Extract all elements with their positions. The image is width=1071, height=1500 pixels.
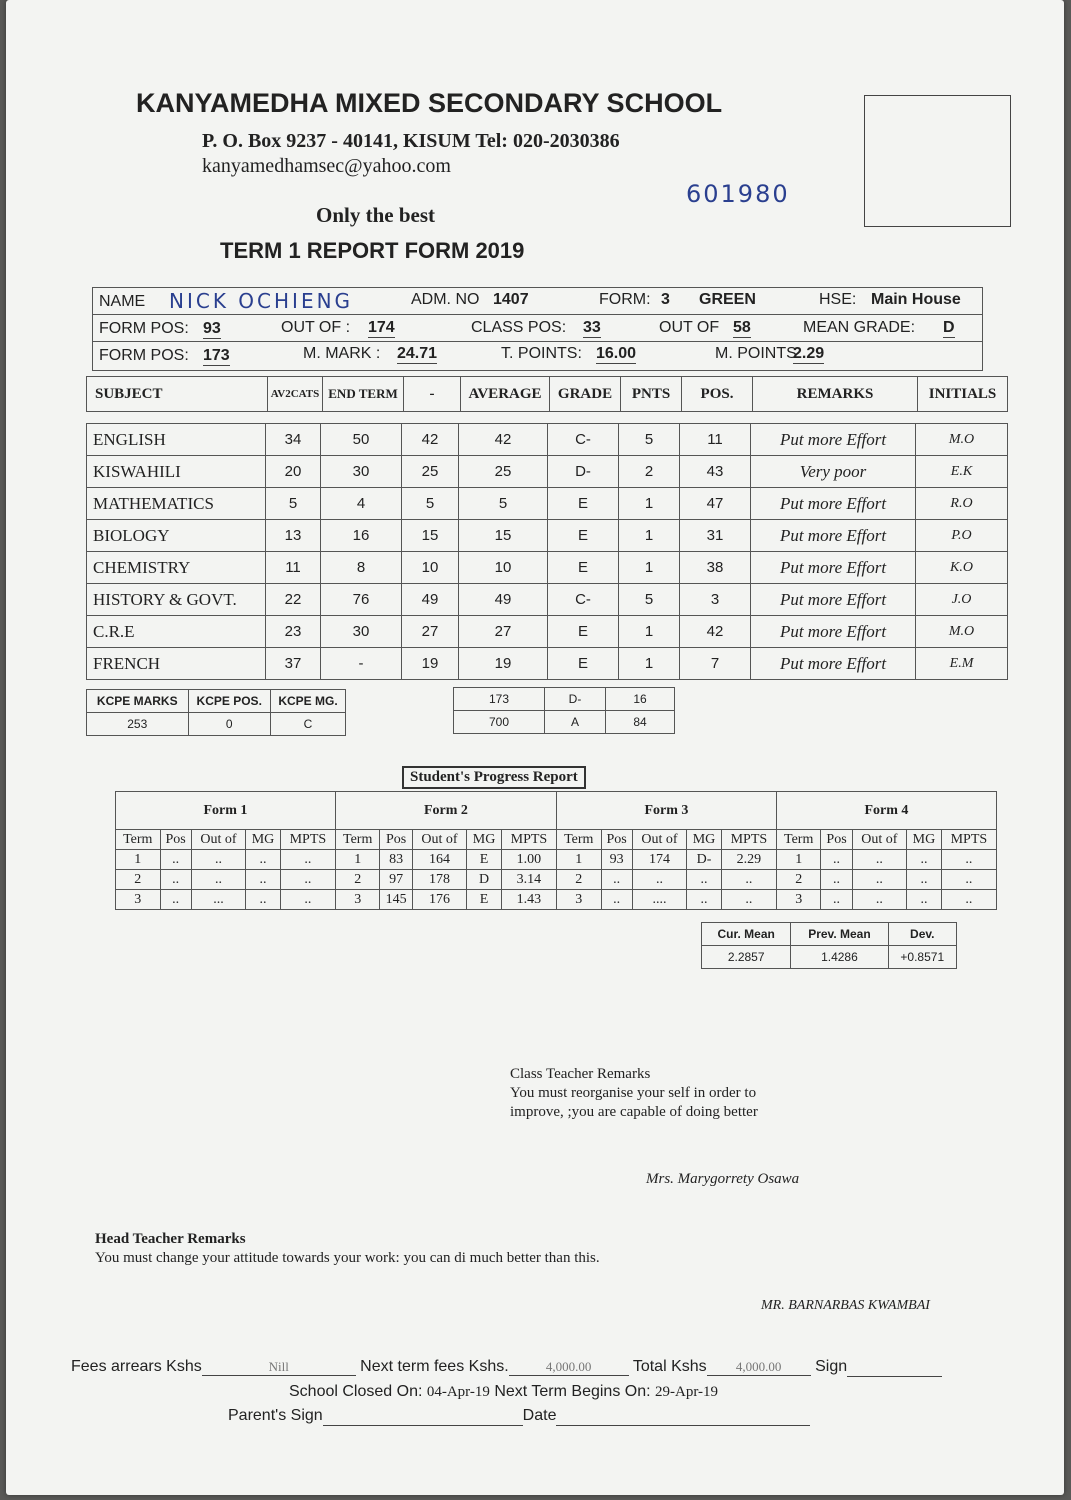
progress-cell: 174	[632, 850, 687, 870]
form-label: FORM:	[599, 291, 651, 308]
class-teacher-label: Class Teacher Remarks	[510, 1066, 651, 1082]
subject-row	[87, 552, 1008, 584]
header-initials: INITIALS	[918, 377, 1008, 412]
header-remarks: REMARKS	[753, 377, 918, 412]
m-points-value: 2.29	[793, 345, 825, 362]
subject-avg-cell: 25	[459, 456, 548, 488]
total-label: Total Kshs	[632, 1358, 707, 1375]
subject-row	[87, 616, 1008, 648]
fees-arrears-value: Nill	[202, 1359, 356, 1376]
progress-col-header: Pos	[380, 830, 412, 850]
progress-cell: 1.00	[501, 850, 556, 870]
school-name: KANYAMEDHA MIXED SECONDARY SCHOOL	[136, 88, 723, 118]
progress-col-header: Term	[335, 830, 380, 850]
subject-pos-cell: 7	[680, 648, 751, 680]
totals-cell: A	[545, 711, 606, 734]
subject-pnts-cell: 5	[619, 584, 680, 616]
subject-pnts-cell: 1	[619, 520, 680, 552]
progress-cell: ..	[246, 870, 281, 890]
kcpe-value: 253	[87, 713, 189, 736]
subject-grade-cell: E	[548, 552, 619, 584]
subject-pnts-cell: 1	[619, 552, 680, 584]
progress-cell: ..	[941, 870, 996, 890]
progress-cell: 3	[776, 890, 821, 910]
progress-row	[116, 870, 997, 890]
subject-pos-cell: 47	[680, 488, 751, 520]
next-term-fees-value: 4,000.00	[509, 1359, 629, 1376]
form-value: 3	[661, 291, 670, 308]
mean-value: 2.2857	[702, 946, 791, 969]
subject-end-cell: 50	[321, 424, 402, 456]
subject-subject-cell: KISWAHILI	[87, 456, 266, 488]
date-label: Date	[522, 1407, 557, 1424]
header-cats: AV2CATS	[268, 377, 323, 412]
progress-cell: ....	[632, 890, 687, 910]
progress-cell: ..	[280, 850, 335, 870]
class-pos-label: CLASS POS:	[471, 319, 567, 336]
progress-cell: 2	[116, 870, 161, 890]
subject-pos-cell: 31	[680, 520, 751, 552]
form-pos2-label: FORM POS:	[99, 347, 189, 364]
progress-col-header: MG	[687, 830, 722, 850]
kcpe-value: C	[270, 713, 345, 736]
subject-grade-cell: E	[548, 648, 619, 680]
class-pos-value: 33	[583, 319, 601, 336]
progress-col-header: MG	[467, 830, 502, 850]
header-pnts: PNTS	[621, 377, 682, 412]
out-of2-value: 58	[733, 319, 751, 336]
progress-col-header: Pos	[160, 830, 191, 850]
subject-end-cell: 16	[321, 520, 402, 552]
subject-pnts-cell: 5	[619, 424, 680, 456]
total-value: 4,000.00	[707, 1359, 811, 1376]
subject-row	[87, 424, 1008, 456]
progress-table	[115, 791, 997, 910]
subject-cats-cell: 34	[266, 424, 321, 456]
student-name: NICK OCHIENG	[169, 289, 354, 313]
subject-dash-cell: 49	[402, 584, 459, 616]
m-points-label: M. POINTS	[715, 345, 797, 362]
subject-end-cell: 76	[321, 584, 402, 616]
subject-dash-cell: 10	[402, 552, 459, 584]
progress-cell: ..	[821, 870, 852, 890]
progress-cell: ..	[601, 870, 632, 890]
subject-row	[87, 584, 1008, 616]
adm-value: 1407	[493, 291, 529, 308]
kcpe-header: KCPE POS.	[188, 690, 270, 713]
subject-pos-cell: 43	[680, 456, 751, 488]
subject-pos-cell: 3	[680, 584, 751, 616]
progress-cell: 83	[380, 850, 412, 870]
progress-col-header: MPTS	[941, 830, 996, 850]
subject-dash-cell: 27	[402, 616, 459, 648]
adm-label: ADM. NO	[411, 291, 480, 308]
progress-col-header: Term	[557, 830, 602, 850]
out-of-label: OUT OF :	[281, 319, 351, 336]
fees-arrears-label: Fees arrears Kshs	[71, 1358, 202, 1375]
subject-subject-cell: CHEMISTRY	[87, 552, 266, 584]
progress-cell: ..	[280, 890, 335, 910]
progress-row	[116, 850, 997, 870]
subject-subject-cell: ENGLISH	[87, 424, 266, 456]
progress-cell: 97	[380, 870, 412, 890]
mean-value: +0.8571	[888, 946, 956, 969]
name-label: NAME	[99, 293, 146, 310]
progress-cell: ..	[601, 890, 632, 910]
progress-cell: ..	[941, 850, 996, 870]
progress-col-header: MPTS	[501, 830, 556, 850]
progress-col-header: Out of	[191, 830, 246, 850]
subject-end-cell: 30	[321, 456, 402, 488]
out-of2-label: OUT OF	[659, 319, 720, 336]
mean-grade-value: D	[943, 319, 955, 336]
subject-end-cell: 30	[321, 616, 402, 648]
parent-sign-row	[228, 1407, 810, 1426]
progress-col-header: Out of	[632, 830, 687, 850]
subject-cats-cell: 20	[266, 456, 321, 488]
progress-cell: 2	[557, 870, 602, 890]
progress-cell: 3.14	[501, 870, 556, 890]
progress-form-header: Form 1	[116, 792, 336, 830]
progress-title: Student's Progress Report	[402, 766, 586, 789]
progress-cell: 1	[776, 850, 821, 870]
progress-col-header: Out of	[412, 830, 467, 850]
subject-pos-cell: 42	[680, 616, 751, 648]
subject-dash-cell: 42	[402, 424, 459, 456]
progress-cell: ..	[852, 890, 907, 910]
progress-cell: 164	[412, 850, 467, 870]
mean-header: Dev.	[888, 923, 956, 946]
hse-value: Main House	[871, 291, 961, 308]
report-paper	[6, 0, 1064, 1495]
progress-cell: 1	[116, 850, 161, 870]
progress-col-header: MPTS	[721, 830, 776, 850]
progress-cell: ..	[280, 870, 335, 890]
subject-avg-cell: 49	[459, 584, 548, 616]
subject-cats-cell: 13	[266, 520, 321, 552]
dates-row	[289, 1383, 718, 1401]
subject-pos-cell: 11	[680, 424, 751, 456]
progress-cell: ..	[907, 870, 942, 890]
progress-col-header: MG	[246, 830, 281, 850]
subject-subject-cell: FRENCH	[87, 648, 266, 680]
progress-cell: ..	[821, 850, 852, 870]
subject-avg-cell: 42	[459, 424, 548, 456]
subject-grade-cell: E	[548, 520, 619, 552]
m-mark-value: 24.71	[397, 345, 438, 362]
subject-init-cell: P.O	[916, 520, 1008, 552]
subject-cats-cell: 37	[266, 648, 321, 680]
subjects-table	[86, 423, 1008, 680]
progress-cell: 1	[557, 850, 602, 870]
form-pos-value: 93	[203, 320, 221, 337]
mean-header: Prev. Mean	[791, 923, 888, 946]
kcpe-value: 0	[188, 713, 270, 736]
subject-cats-cell: 5	[266, 488, 321, 520]
form-pos-label: FORM POS:	[99, 320, 189, 337]
header-grade: GRADE	[550, 377, 621, 412]
progress-cell: 145	[380, 890, 412, 910]
head-teacher-name: MR. BARNARBAS KWAMBAI	[761, 1298, 930, 1313]
school-email: kanyamedhamsec@yahoo.com	[202, 155, 451, 177]
progress-cell: ..	[907, 850, 942, 870]
photo-box	[864, 95, 1011, 227]
subject-subject-cell: HISTORY & GOVT.	[87, 584, 266, 616]
progress-cell: ..	[852, 850, 907, 870]
subject-init-cell: M.O	[916, 616, 1008, 648]
subject-avg-cell: 19	[459, 648, 548, 680]
progress-cell: 2	[776, 870, 821, 890]
next-term-fees-label: Next term fees Kshs.	[360, 1358, 509, 1375]
totals-cell: 173	[454, 688, 545, 711]
subject-init-cell: K.O	[916, 552, 1008, 584]
subject-remark-cell: Put more Effort	[751, 552, 916, 584]
subject-avg-cell: 15	[459, 520, 548, 552]
progress-cell: 176	[412, 890, 467, 910]
header-dash: -	[404, 377, 461, 412]
progress-col-header: Pos	[601, 830, 632, 850]
progress-cell: E	[467, 890, 502, 910]
progress-cell: ..	[160, 870, 191, 890]
progress-cell: ..	[721, 870, 776, 890]
hse-label: HSE:	[819, 291, 857, 308]
subject-subject-cell: BIOLOGY	[87, 520, 266, 552]
stream: GREEN	[699, 291, 756, 308]
subject-remark-cell: Put more Effort	[751, 616, 916, 648]
subject-pnts-cell: 2	[619, 456, 680, 488]
progress-cell: 93	[601, 850, 632, 870]
subject-row	[87, 488, 1008, 520]
header-end-term: END TERM	[323, 377, 404, 412]
subject-pnts-cell: 1	[619, 488, 680, 520]
t-points-value: 16.00	[596, 345, 637, 362]
subject-remark-cell: Put more Effort	[751, 424, 916, 456]
progress-row	[116, 890, 997, 910]
sign-label: Sign	[815, 1358, 848, 1375]
mean-grade-label: MEAN GRADE:	[803, 319, 916, 336]
subject-init-cell: J.O	[916, 584, 1008, 616]
subject-grade-cell: C-	[548, 424, 619, 456]
progress-cell: ..	[160, 890, 191, 910]
subject-grade-cell: C-	[548, 584, 619, 616]
subject-remark-cell: Put more Effort	[751, 520, 916, 552]
progress-cell: 3	[116, 890, 161, 910]
fees-row	[71, 1358, 942, 1377]
progress-cell: ..	[632, 870, 687, 890]
kcpe-table	[86, 689, 346, 736]
m-mark-label: M. MARK :	[303, 345, 381, 362]
progress-col-header: MG	[907, 830, 942, 850]
handwritten-number: 601980	[686, 180, 790, 208]
progress-cell: D	[467, 870, 502, 890]
mean-value: 1.4286	[791, 946, 888, 969]
parent-sign-label: Parent's Sign	[228, 1407, 323, 1424]
subject-init-cell: R.O	[916, 488, 1008, 520]
totals-table	[453, 687, 675, 734]
subject-row	[87, 648, 1008, 680]
progress-col-header: Pos	[821, 830, 852, 850]
header-pos: POS.	[682, 377, 753, 412]
subject-avg-cell: 5	[459, 488, 548, 520]
student-info	[92, 287, 983, 371]
subject-pos-cell: 38	[680, 552, 751, 584]
subject-init-cell: M.O	[916, 424, 1008, 456]
t-points-label: T. POINTS:	[501, 345, 582, 362]
progress-col-header: MPTS	[280, 830, 335, 850]
subject-grade-cell: E	[548, 616, 619, 648]
progress-cell: ..	[246, 890, 281, 910]
progress-col-header: Out of	[852, 830, 907, 850]
subject-cats-cell: 11	[266, 552, 321, 584]
progress-col-header: Term	[776, 830, 821, 850]
subject-end-cell: 4	[321, 488, 402, 520]
progress-cell: ..	[191, 870, 246, 890]
totals-cell: D-	[545, 688, 606, 711]
kcpe-header: KCPE MARKS	[87, 690, 189, 713]
out-of-value: 174	[368, 319, 395, 336]
totals-cell: 84	[606, 711, 675, 734]
progress-cell: 2	[335, 870, 380, 890]
progress-cell: ..	[687, 890, 722, 910]
class-teacher-remark-1: You must reorganise your self in order to	[510, 1085, 757, 1101]
progress-cell: ..	[907, 890, 942, 910]
mean-header: Cur. Mean	[702, 923, 791, 946]
progress-cell: ..	[687, 870, 722, 890]
progress-cell: ..	[721, 890, 776, 910]
subject-remark-cell: Very poor	[751, 456, 916, 488]
subject-cats-cell: 23	[266, 616, 321, 648]
subject-avg-cell: 10	[459, 552, 548, 584]
subject-avg-cell: 27	[459, 616, 548, 648]
header-average: AVERAGE	[461, 377, 550, 412]
progress-cell: ..	[160, 850, 191, 870]
school-closed-label: School Closed On:	[289, 1383, 423, 1400]
kcpe-header: KCPE MG.	[270, 690, 345, 713]
subject-dash-cell: 25	[402, 456, 459, 488]
subject-grade-cell: E	[548, 488, 619, 520]
subjects-header	[86, 376, 1008, 412]
subject-end-cell: -	[321, 648, 402, 680]
subject-end-cell: 8	[321, 552, 402, 584]
next-term-begins-label: Next Term Begins On:	[494, 1383, 651, 1400]
subject-remark-cell: Put more Effort	[751, 584, 916, 616]
subject-pnts-cell: 1	[619, 616, 680, 648]
subject-subject-cell: MATHEMATICS	[87, 488, 266, 520]
school-closed-value: 04-Apr-19	[426, 1384, 490, 1400]
subject-dash-cell: 5	[402, 488, 459, 520]
progress-form-header: Form 2	[335, 792, 556, 830]
progress-col-header: Term	[116, 830, 161, 850]
progress-cell: D-	[687, 850, 722, 870]
progress-form-header: Form 4	[776, 792, 996, 830]
progress-cell: ..	[941, 890, 996, 910]
subject-init-cell: E.K	[916, 456, 1008, 488]
subject-dash-cell: 19	[402, 648, 459, 680]
report-title: TERM 1 REPORT FORM 2019	[220, 238, 525, 263]
totals-cell: 16	[606, 688, 675, 711]
subject-init-cell: E.M	[916, 648, 1008, 680]
school-address: P. O. Box 9237 - 40141, KISUM Tel: 020-2030386	[202, 130, 620, 152]
progress-cell: ..	[821, 890, 852, 910]
header-subject: SUBJECT	[87, 377, 268, 412]
subject-grade-cell: D-	[548, 456, 619, 488]
head-teacher-remark: You must change your attitude towards your work: you can di much better than this.	[95, 1250, 600, 1266]
subject-row	[87, 520, 1008, 552]
progress-cell: 178	[412, 870, 467, 890]
progress-cell: E	[467, 850, 502, 870]
school-motto: Only the best	[316, 203, 436, 227]
progress-cell: ..	[852, 870, 907, 890]
progress-cell: 1.43	[501, 890, 556, 910]
subject-subject-cell: C.R.E	[87, 616, 266, 648]
progress-cell: ..	[191, 850, 246, 870]
subject-dash-cell: 15	[402, 520, 459, 552]
form-pos2-value: 173	[203, 347, 230, 364]
totals-cell: 700	[454, 711, 545, 734]
class-teacher-name: Mrs. Marygorrety Osawa	[646, 1171, 800, 1187]
head-teacher-label: Head Teacher Remarks	[95, 1231, 246, 1247]
subject-cats-cell: 22	[266, 584, 321, 616]
progress-cell: ...	[191, 890, 246, 910]
progress-form-header: Form 3	[557, 792, 777, 830]
class-teacher-remark-2: improve, ;you are capable of doing better	[510, 1104, 758, 1120]
progress-cell: 3	[557, 890, 602, 910]
next-term-begins-value: 29-Apr-19	[655, 1384, 719, 1400]
mean-summary-table	[701, 922, 957, 969]
subject-row	[87, 456, 1008, 488]
subject-remark-cell: Put more Effort	[751, 648, 916, 680]
progress-cell: 1	[335, 850, 380, 870]
subject-remark-cell: Put more Effort	[751, 488, 916, 520]
subject-pnts-cell: 1	[619, 648, 680, 680]
progress-cell: ..	[246, 850, 281, 870]
progress-cell: 2.29	[721, 850, 776, 870]
progress-cell: 3	[335, 890, 380, 910]
